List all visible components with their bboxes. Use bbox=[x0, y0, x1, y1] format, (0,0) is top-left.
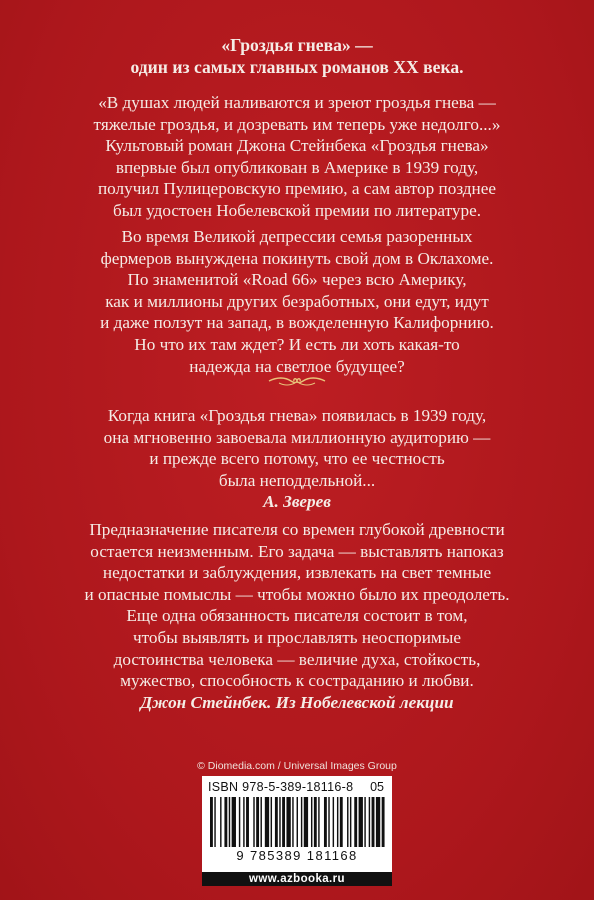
quote-line: и опасные помыслы — чтобы можно было их преодолеть. bbox=[84, 584, 510, 604]
flourish-divider-icon bbox=[267, 373, 327, 389]
barcode-bar bbox=[232, 797, 236, 847]
barcode-bar bbox=[333, 797, 334, 847]
barcode-bar bbox=[292, 797, 293, 847]
text-line: тяжелые гроздья, и дозревать им теперь уже недолго...» bbox=[93, 114, 501, 134]
description-paragraph-2 bbox=[40, 226, 554, 377]
barcode-bar bbox=[318, 797, 319, 847]
barcode-bar bbox=[324, 797, 327, 847]
barcode-bar bbox=[279, 797, 280, 847]
barcode-bar bbox=[359, 797, 363, 847]
barcode-panel bbox=[202, 776, 392, 872]
barcode-bar bbox=[286, 797, 290, 847]
barcode-bar bbox=[372, 797, 375, 847]
barcode-bar bbox=[214, 797, 215, 847]
barcode-bar bbox=[354, 797, 357, 847]
text-line: получил Пулицеровскую премию, а сам автор позднее bbox=[97, 179, 497, 199]
text-line: как и миллионы других безработных, они едут, идут bbox=[105, 291, 489, 311]
publisher-website[interactable]: www.azbooka.ru bbox=[202, 872, 392, 886]
headline bbox=[40, 34, 554, 78]
text-line: впервые был опубликован в Америке в 1939 году, bbox=[115, 157, 479, 177]
quote-line: она мгновенно завоевала миллионную аудиторию — bbox=[103, 427, 491, 447]
ean13-barcode-icon bbox=[210, 797, 386, 847]
barcode-bar bbox=[256, 797, 259, 847]
text-line: и даже ползут на запад, в вожделенную Калифорнию. bbox=[100, 313, 494, 333]
barcode-bar bbox=[301, 797, 302, 847]
barcode-bar bbox=[347, 797, 348, 847]
quote-line: Еще одна обязанность писателя состоит в том, bbox=[126, 606, 468, 626]
barcode-bar bbox=[376, 797, 380, 847]
barcode-bar bbox=[311, 797, 312, 847]
barcode-bar bbox=[243, 797, 244, 847]
barcode-bar bbox=[271, 797, 272, 847]
quote-line: недостатки и заблуждения, извлекать на свет темные bbox=[102, 563, 492, 583]
text-line: Культовый роман Джона Стейнбека «Гроздья гнева» bbox=[105, 136, 489, 156]
isbn-text: ISBN 978-5-389-18116-8 bbox=[208, 780, 354, 794]
text-line: По знаменитой «Road 66» через всю Америку, bbox=[127, 270, 467, 290]
barcode-bar bbox=[210, 797, 213, 847]
barcode-bar bbox=[350, 797, 351, 847]
ean-digits: 9 785389 181168 bbox=[236, 848, 358, 863]
barcode-bar bbox=[260, 797, 261, 847]
nobel-lecture-quote bbox=[40, 519, 554, 713]
text-line: Во время Великой депрессии семья разоренных bbox=[121, 227, 473, 246]
barcode-bar bbox=[314, 797, 317, 847]
barcode-bar bbox=[328, 797, 329, 847]
text-line: фермеров вынуждена покинуть свой дом в Оклахоме. bbox=[100, 248, 494, 268]
barcode-bar bbox=[364, 797, 365, 847]
description-paragraph-1 bbox=[40, 92, 554, 222]
price-code: 05 bbox=[370, 780, 384, 794]
quote-line: Когда книга «Гроздья гнева» появилась в 1939 году, bbox=[107, 406, 487, 425]
quote-author: А. Зверев bbox=[263, 492, 331, 512]
barcode-bar bbox=[275, 797, 278, 847]
text-line: Но что их там ждет? И есть ли хоть какая-то bbox=[134, 334, 460, 354]
barcode-bar bbox=[304, 797, 308, 847]
text-line: «В душах людей наливаются и зреют гроздья гнева — bbox=[98, 93, 496, 112]
quote-author: Джон Стейнбек. Из Нобелевской лекции bbox=[140, 692, 454, 712]
barcode-bar bbox=[220, 797, 221, 847]
quote-line: чтобы выявлять и прославлять неоспоримые bbox=[133, 627, 461, 647]
headline-line: «Гроздья гнева» — bbox=[221, 35, 373, 55]
barcode-bar bbox=[224, 797, 227, 847]
quote-line: и прежде всего потому, что ее честность bbox=[149, 449, 445, 469]
barcode-bar bbox=[282, 797, 285, 847]
barcode-bar bbox=[382, 797, 385, 847]
critic-quote bbox=[40, 405, 554, 513]
quote-line: была неподдельной... bbox=[218, 470, 376, 490]
headline-line: один из самых главных романов XX века. bbox=[130, 57, 464, 77]
text-line: был удостоен Нобелевской премии по литературе. bbox=[112, 200, 482, 220]
barcode-bar bbox=[340, 797, 343, 847]
barcode-bar bbox=[246, 797, 249, 847]
barcode-bar bbox=[297, 797, 298, 847]
barcode-bar bbox=[337, 797, 338, 847]
barcode-bar bbox=[265, 797, 269, 847]
text-line: надежда на светлое будущее? bbox=[189, 356, 405, 376]
barcode-bar bbox=[253, 797, 254, 847]
quote-line: мужество, способность к состраданию и любви. bbox=[120, 671, 474, 691]
barcode-bar bbox=[229, 797, 230, 847]
quote-line: остается неизменным. Его задача — выставлять напоказ bbox=[90, 541, 504, 561]
barcode-bar bbox=[239, 797, 240, 847]
image-credit: © Diomedia.com / Universal Images Group bbox=[197, 760, 397, 772]
quote-line: Предназначение писателя со времен глубокой древности bbox=[89, 520, 505, 539]
barcode-bar bbox=[369, 797, 370, 847]
quote-line: достоинства человека — величие духа, стойкость, bbox=[113, 649, 481, 669]
